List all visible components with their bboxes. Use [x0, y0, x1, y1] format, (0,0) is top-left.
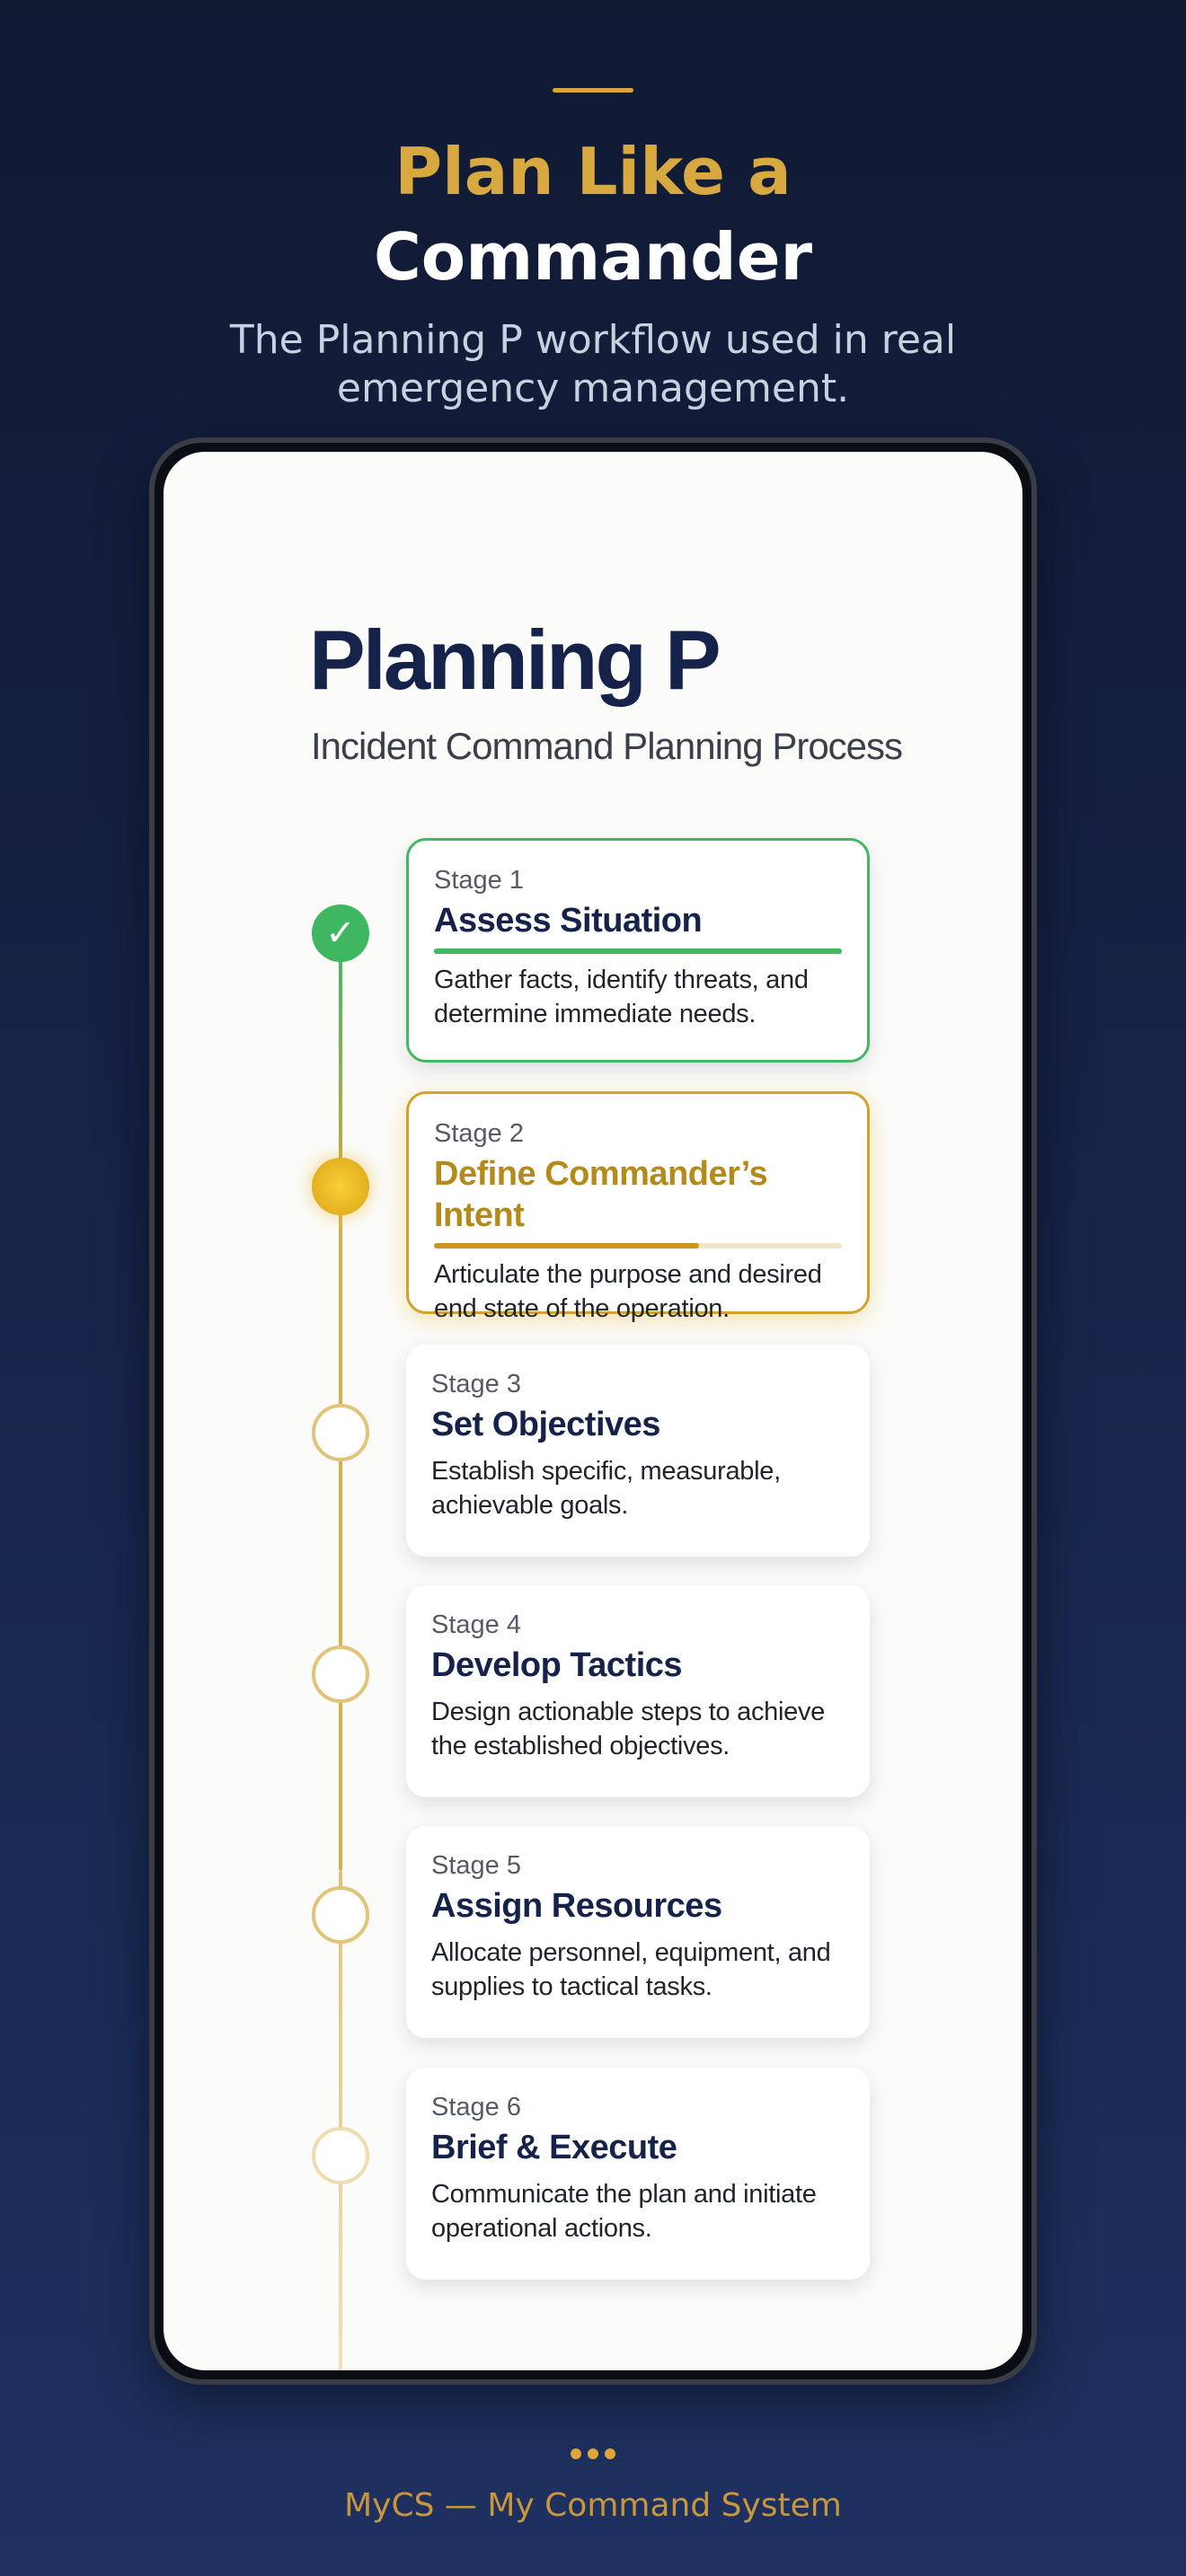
stage-card-2[interactable] — [406, 1091, 870, 1323]
stage-name: Assess Situation — [434, 902, 703, 940]
stage-description: Articulate the purpose and desired end state of the operation. — [434, 1260, 822, 1323]
stage-1-check-icon: ✓ — [312, 904, 369, 962]
headline-line-2: Commander — [373, 219, 813, 295]
timeline-segment-1 — [339, 955, 342, 1179]
stage-name: Brief & Execute — [431, 2129, 677, 2166]
stage-label: Stage 5 — [431, 1851, 521, 1880]
ellipsis-dot — [605, 2448, 615, 2459]
phone-screen — [164, 452, 1022, 2370]
stage-4-empty-circle-icon — [312, 1645, 369, 1703]
stage-card-3[interactable] — [406, 1345, 870, 1557]
top-accent-line — [553, 88, 633, 93]
stage-description: Design actionable steps to achieve the established objectives. — [431, 1698, 825, 1760]
ellipsis-dot — [588, 2448, 598, 2459]
stage-description: Establish specific, measurable, achievable goals. — [431, 1457, 781, 1520]
stage-2-active-dot-icon — [312, 1158, 369, 1215]
timeline-segment-3 — [339, 1871, 342, 2370]
stage-label: Stage 6 — [431, 2093, 521, 2122]
stage-label: Stage 2 — [434, 1119, 524, 1148]
phone-mockup — [149, 437, 1037, 2385]
stage-label: Stage 4 — [431, 1610, 521, 1639]
stage-progress-fill — [434, 948, 842, 954]
stage-name: Set Objectives — [431, 1406, 660, 1443]
stage-card-6[interactable] — [406, 2068, 870, 2280]
stage-progress-bar — [434, 1243, 842, 1248]
headline-line-1: Plan Like a — [394, 134, 792, 209]
stage-3-empty-circle-icon — [312, 1404, 369, 1461]
stage-name: Assign Resources — [431, 1887, 722, 1925]
stage-label: Stage 3 — [431, 1370, 521, 1398]
screen-title: Planning P — [309, 613, 719, 707]
ellipsis-dot — [571, 2448, 581, 2459]
stage-5-empty-circle-icon — [312, 1886, 369, 1944]
stage-progress-bar — [434, 948, 842, 954]
stage-card-4[interactable] — [406, 1585, 870, 1797]
stage-name: Define Commander’s Intent — [434, 1155, 768, 1234]
stage-name: Develop Tactics — [431, 1646, 683, 1684]
stage-card-5[interactable] — [406, 1826, 870, 2038]
stage-description: Gather facts, identify threats, and determine immediate needs. — [434, 966, 809, 1028]
stage-progress-fill — [434, 1243, 699, 1248]
footer-brand: MyCS — My Command System — [344, 2487, 842, 2524]
stage-label: Stage 1 — [434, 866, 524, 895]
headline-subtitle: The Planning P workflow used in real emergency management. — [229, 317, 957, 411]
stage-description: Communicate the plan and initiate operational actions. — [431, 2180, 817, 2243]
stage-6-empty-circle-icon — [312, 2127, 369, 2184]
stage-description: Allocate personnel, equipment, and supplies to tactical tasks. — [431, 1938, 831, 2001]
screen-subtitle: Incident Command Planning Process — [311, 725, 903, 767]
stage-card-1[interactable] — [406, 838, 870, 1063]
timeline-segment-2 — [339, 1179, 342, 1871]
